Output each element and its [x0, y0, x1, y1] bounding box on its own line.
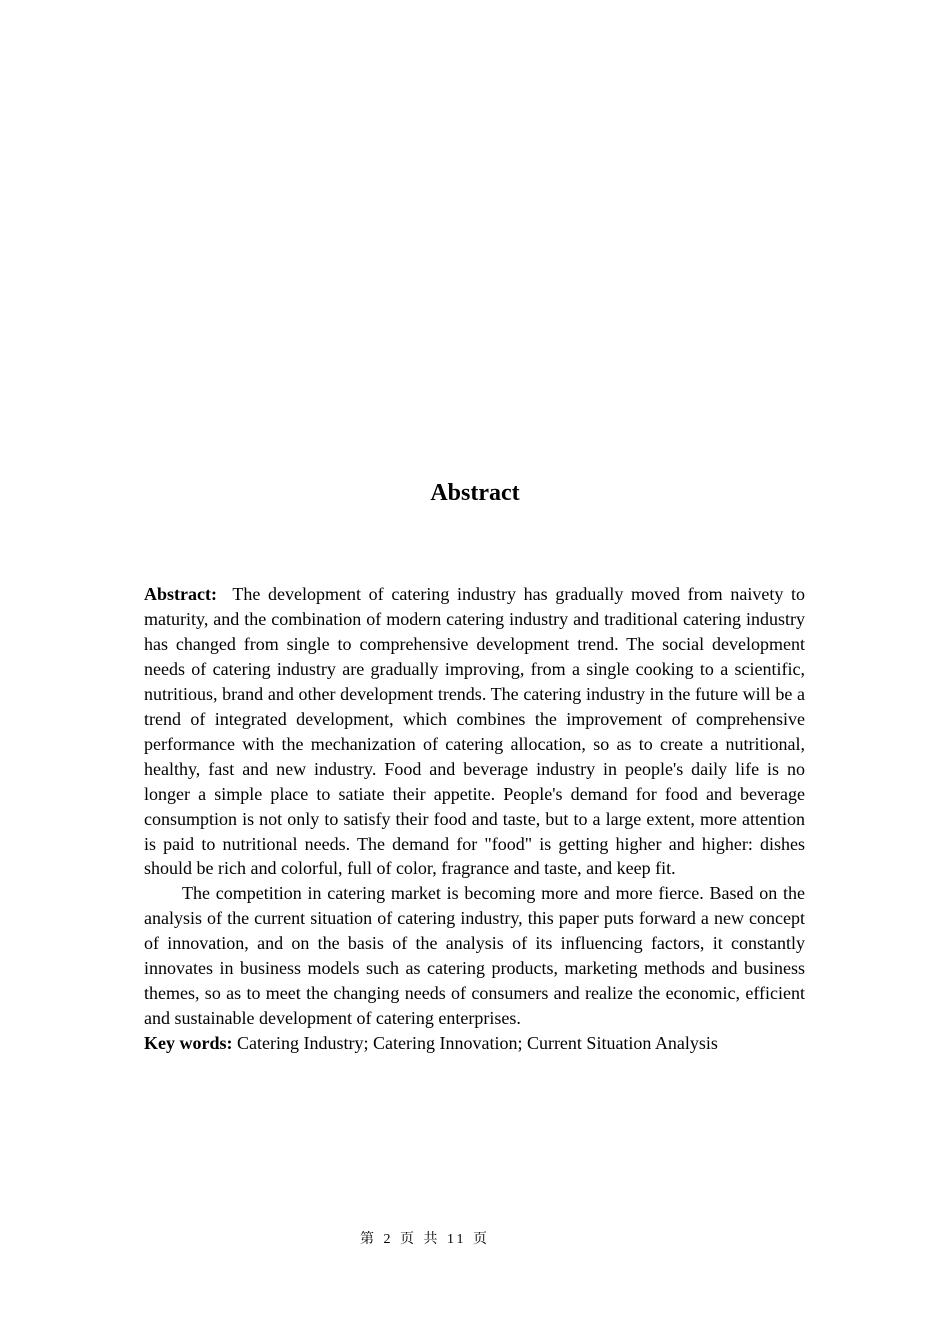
abstract-body [144, 582, 805, 1056]
page-title: Abstract [430, 480, 520, 506]
abstract-label: Abstract: [144, 584, 217, 604]
abstract-paragraph-1 [144, 582, 805, 881]
abstract-paragraph-1-text: The development of catering industry has gradually moved from naivety to maturity, and the combination of modern catering industry and traditional catering industry has changed from single to comprehensive development trend. The social development needs of catering industry are gradually improving, from a single cooking to a scientific, nutritious, brand and other development trends. The catering industry in the future will be a trend of integrated development, which combines the improvement of comprehensive performance with the mechanization of catering allocation, so as to create a nutritional, healthy, fast and new industry. Food and beverage industry in people's daily life is no longer a simple place to satiate their appetite. People's demand for food and beverage consumption is not only to satisfy their food and taste, but to a large extent, more attention is paid to nutritional needs. The demand for "food" is getting higher and higher: dishes should be rich and colorful, full of color, fragrance and taste, and keep fit. [144, 584, 806, 879]
keywords-label: Key words: [144, 1033, 233, 1054]
page-number-footer: 第 2 页 共 11 页 [360, 1232, 490, 1247]
keywords-line [144, 1031, 805, 1056]
keywords-value: Catering Industry; Catering Innovation; Current Situation Analysis [237, 1033, 718, 1054]
abstract-paragraph-2: The competition in catering market is becoming more and more fierce. Based on the analysis of the current situation of catering industry, this paper puts forward a new concept of innovation, and on the basis of the analysis of its influencing factors, it constantly innovates in business models such as catering products, marketing methods and business themes, so as to meet the changing needs of consumers and realize the economic, efficient and sustainable development of catering enterprises. [144, 883, 805, 1029]
